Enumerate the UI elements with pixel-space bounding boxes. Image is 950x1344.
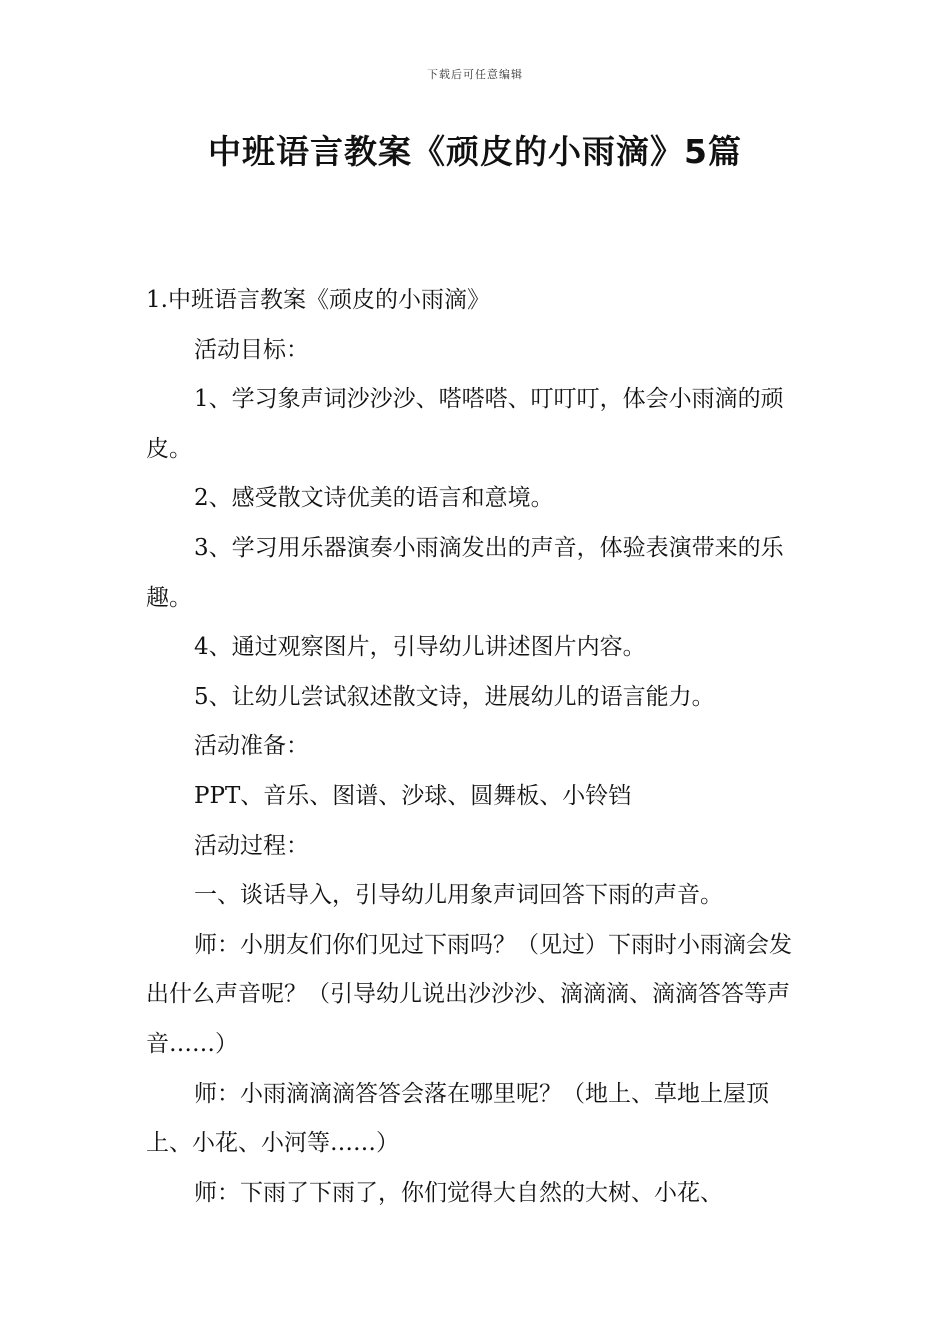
- paragraph-prep-materials: PPT、音乐、图谱、沙球、圆舞板、小铃铛: [194, 782, 632, 809]
- paragraph-goal-3: 3、学习用乐器演奏小雨滴发出的声音，体验表演带来的乐趣。: [146, 534, 784, 611]
- header-note: 下载后可任意编辑: [427, 68, 523, 81]
- paragraph-step-1: 一、谈话导入，引导幼儿用象声词回答下雨的声音。: [194, 882, 723, 909]
- document-body: [146, 276, 810, 1218]
- paragraph-activity-process: 活动过程：: [194, 832, 309, 859]
- paragraph-activity-goals: 活动目标：: [194, 336, 309, 363]
- paragraph-activity-prep: 活动准备：: [194, 733, 309, 760]
- paragraph-goal-4: 4、通过观察图片，引导幼儿讲述图片内容。: [194, 634, 646, 661]
- section-heading: 1.中班语言教案《顽皮的小雨滴》: [146, 287, 490, 313]
- paragraph-goal-1: 1、学习象声词沙沙沙、嗒嗒嗒、叮叮叮，体会小雨滴的顽皮。: [146, 386, 784, 462]
- paragraph-goal-5: 5、让幼儿尝试叙述散文诗，进展幼儿的语言能力。: [194, 683, 715, 710]
- paragraph-teacher-3: 师：下雨了下雨了，你们觉得大自然的大树、小花、: [194, 1179, 723, 1206]
- paragraph-teacher-2: 师：小雨滴滴滴答答会落在哪里呢？（地上、草地上屋顶上、小花、小河等……）: [146, 1080, 769, 1157]
- paragraph-goal-2: 2、感受散文诗优美的语言和意境。: [194, 485, 554, 512]
- paragraph-teacher-1: 师：小朋友们你们见过下雨吗？（见过）下雨时小雨滴会发出什么声音呢？（引导幼儿说出沙沙沙、滴滴滴、滴滴答答等声音……）: [146, 931, 792, 1057]
- document-title: 中班语言教案《顽皮的小雨滴》5篇: [208, 132, 742, 171]
